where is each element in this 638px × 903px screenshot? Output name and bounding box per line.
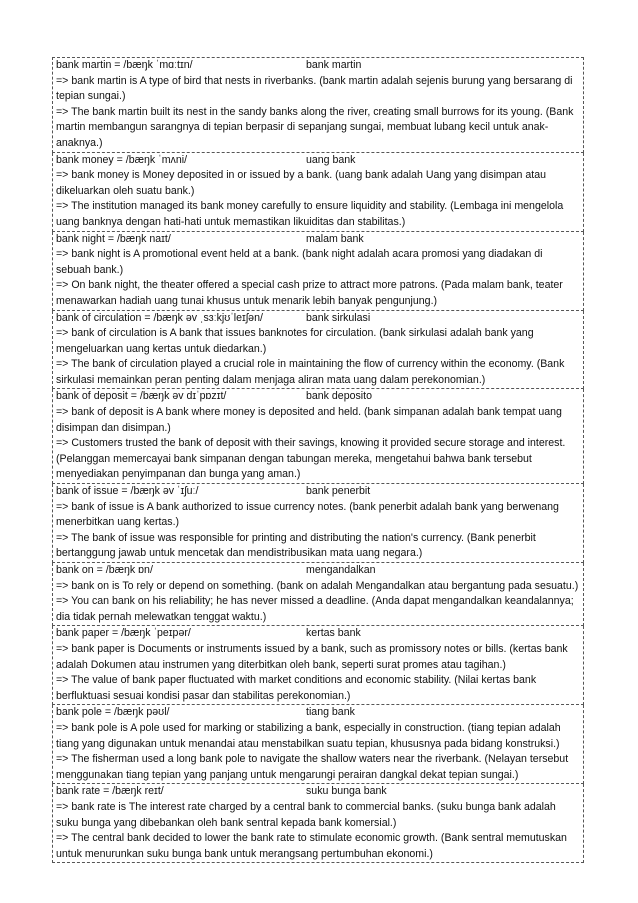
term-pronunciation: bank rate = /bæŋk reɪt/: [56, 785, 164, 798]
term-translation: uang bank: [306, 153, 356, 166]
term-pronunciation: bank martin = /bæŋk ˈmɑːtɪn/: [56, 59, 193, 71]
term-definition: => bank on is To rely or depend on something. (bank on adalah Mengandalkan atau bergantung pada sesuatu.): [56, 579, 579, 592]
entry-header: [56, 232, 580, 248]
entry-header: [56, 153, 580, 169]
entry-header: [56, 58, 580, 74]
vocabulary-list: [52, 57, 584, 863]
entry-header: [56, 626, 580, 642]
vocab-entry-bank-martin: [52, 57, 584, 153]
vocab-entry-bank-of-deposit: [52, 389, 584, 484]
term-example: => The bank of circulation played a crucial role in maintaining the flow of currency within the economy. (Bank sirkulasi memainkan peran penting dalam menjaga aliran mata uang dalam perekonomian.): [56, 358, 565, 386]
term-definition: => bank martin is A type of bird that nests in riverbanks. (bank martin adalah sejenis burung yang bersarang di tepian sungai.): [56, 74, 573, 103]
term-translation: bank martin: [306, 59, 362, 71]
term-example: => The institution managed its bank money carefully to ensure liquidity and stability. (Lembaga ini mengelola uang banknya dengan hati-hati untuk memastikan likuiditas dan stabilitas.): [56, 200, 564, 228]
term-definition: => bank of deposit is A bank where money is deposited and held. (bank simpanan adalah bank tempat uang disimpan dan disimpan.): [56, 406, 562, 434]
vocab-entry-bank-paper: [52, 626, 584, 705]
term-example: => The fisherman used a long bank pole to navigate the shallow waters near the riverbank. (Nelayan tersebut menggunakan tiang tepian yang panjang untuk mengarungi perairan dangkal dekat tepian sungai.): [56, 753, 569, 781]
term-example: => On bank night, the theater offered a special cash prize to attract more patrons. (Pada malam bank, teater menawarkan hadiah uang tunai khusus untuk menarik lebih banyak pengunjung.): [56, 279, 563, 307]
entry-header: [56, 784, 580, 800]
term-definition: => bank of issue is A bank authorized to issue currency notes. (bank penerbit adalah bank yang berwenang menerbitkan uang kertas.): [56, 500, 559, 529]
term-pronunciation: bank pole = /bæŋk pəʊl/: [56, 706, 170, 719]
vocab-entry-bank-of-circulation: [52, 311, 584, 390]
term-definition: => bank rate is The interest rate charged by a central bank to commercial banks. (suku bunga bank adalah suku bunga yang dibebankan oleh bank sentral kepada bank komersial.): [56, 800, 556, 829]
term-pronunciation: bank paper = /bæŋk ˈpeɪpər/: [56, 627, 191, 640]
term-example: => The bank of issue was responsible for printing and distributing the nation's currency. (Bank penerbit bertanggung jawab untuk mencetak dan mendistribusikan mata uang negara.): [56, 531, 536, 560]
term-translation: bank penerbit: [306, 485, 371, 498]
term-pronunciation: bank of issue = /bæŋk əv ˈɪʃuː/: [56, 485, 199, 498]
vocab-entry-bank-rate: [52, 784, 584, 863]
term-definition: => bank money is Money deposited in or issued by a bank. (uang bank adalah Uang yang disimpan atau dikeluarkan oleh suatu bank.): [56, 169, 546, 197]
entry-header: [56, 311, 580, 327]
term-pronunciation: bank night = /bæŋk naɪt/: [56, 232, 171, 245]
vocab-entry-bank-night: [52, 232, 584, 311]
term-definition: => bank paper is Documents or instruments issued by a bank, such as promissory notes or bills. (kertas bank adalah Dokumen atau instrumen yang diterbitkan oleh bank, seperti surat promes atau tagihan.): [56, 642, 568, 671]
term-definition: => bank night is A promotional event held at a bank. (bank night adalah acara promosi yang diadakan di sebuah bank.): [56, 248, 543, 276]
term-translation: suku bunga bank: [306, 785, 387, 798]
term-translation: kertas bank: [306, 627, 361, 640]
term-example: => The value of bank paper fluctuated with market conditions and economic stability. (Nilai kertas bank berfluktuasi sesuai kondisi pasar dan stabilitas perekonomian.): [56, 674, 537, 702]
vocab-entry-bank-pole: [52, 705, 584, 784]
entry-header: [56, 563, 580, 579]
vocab-entry-bank-money: [52, 153, 584, 232]
entry-header: [56, 705, 580, 721]
term-translation: bank deposito: [306, 390, 372, 403]
term-pronunciation: bank on = /bæŋk ɒn/: [56, 564, 153, 576]
term-example: => The central bank decided to lower the bank rate to stimulate economic growth. (Bank sentral memutuskan untuk menurunkan suku bunga bank untuk merangsang pertumbuhan ekonomi.): [56, 832, 567, 860]
term-example: => You can bank on his reliability; he has never missed a deadline. (Anda dapat mengandalkan keandalannya; dia tidak pernah melewatkan tenggat waktu.): [56, 595, 574, 623]
term-pronunciation: bank of deposit = /bæŋk əv dɪˈpɒzɪt/: [56, 390, 227, 403]
term-example: => Customers trusted the bank of deposit with their savings, knowing it provided secure storage and interest. (Pelanggan memercayai bank simpanan dengan tabungan mereka, mengetahui bahwa bank tersebut menyediakan penyimpanan dan bunga yang aman.): [56, 437, 566, 481]
term-translation: bank sirkulasi: [306, 311, 371, 324]
vocab-entry-bank-on: [52, 563, 584, 626]
entry-header: [56, 484, 580, 500]
term-translation: malam bank: [306, 232, 364, 245]
term-pronunciation: bank money = /bæŋk ˈmʌni/: [56, 153, 188, 166]
term-example: => The bank martin built its nest in the sandy banks along the river, creating small burrows for its young. (Bank martin membangun sarangnya di tepian berpasir di sepanjang sungai, membuat lubang kecil untuk anak-anaknya.): [56, 105, 574, 149]
term-pronunciation: bank of circulation = /bæŋk əv ˌsɜːkjʊˈleɪʃən/: [56, 311, 263, 324]
vocab-entry-bank-of-issue: [52, 484, 584, 563]
term-definition: => bank pole is A pole used for marking or stabilizing a bank, especially in construction. (tiang tepian adalah tiang yang digunakan untuk menandai atau menstabilkan suatu tepian, khususnya pada bidang konstruksi.): [56, 721, 561, 750]
term-definition: => bank of circulation is A bank that issues banknotes for circulation. (bank sirkulasi adalah bank yang mengeluarkan uang kertas untuk diedarkan.): [56, 327, 534, 355]
term-translation: mengandalkan: [306, 564, 376, 576]
term-translation: tiang bank: [306, 706, 355, 719]
entry-header: [56, 389, 580, 405]
